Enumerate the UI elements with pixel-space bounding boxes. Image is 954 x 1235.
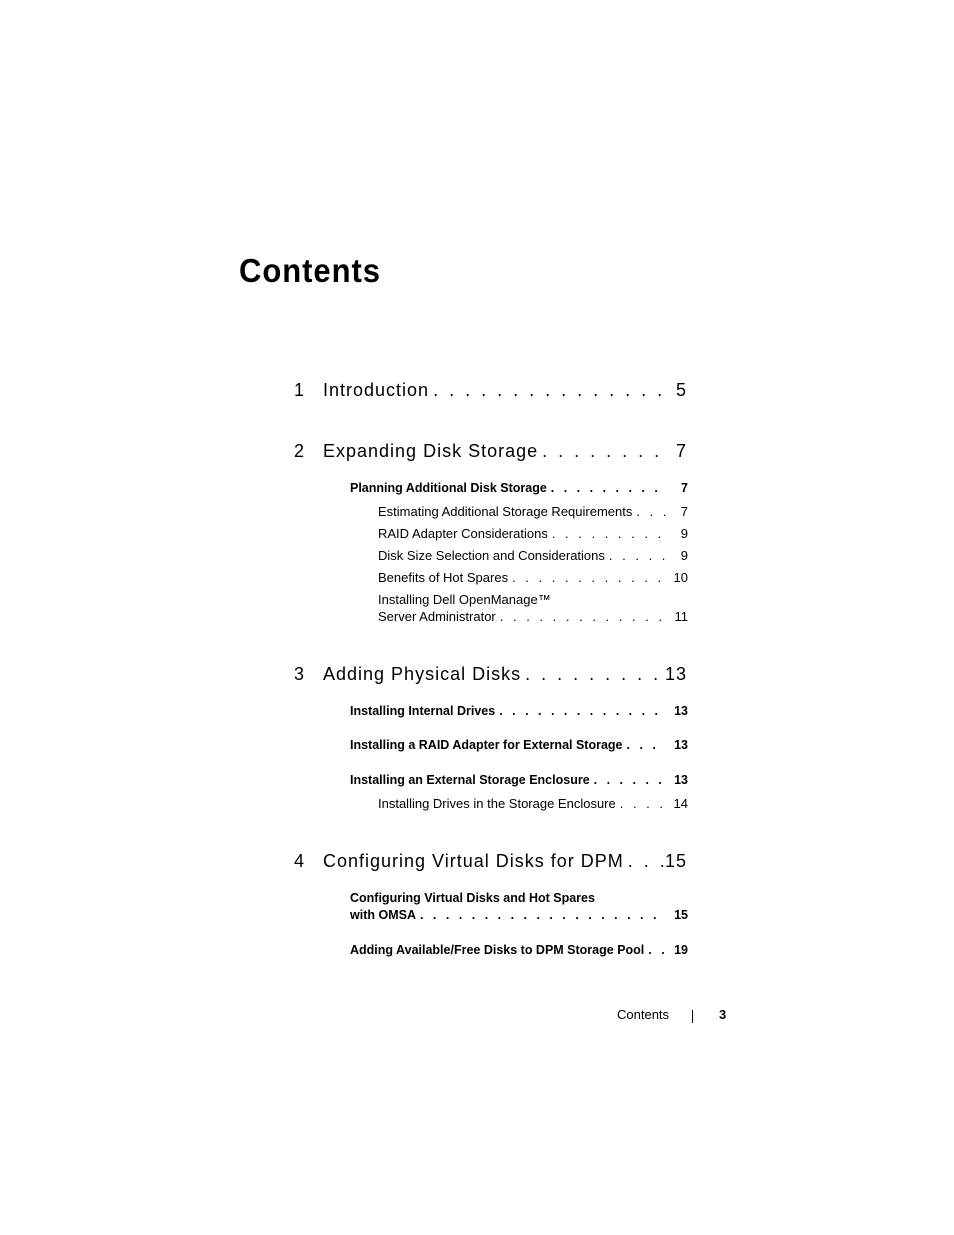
chapter-title: Expanding Disk Storage — [323, 441, 539, 461]
page-number: 15 — [674, 908, 688, 922]
footer-page-number: 3 — [719, 1007, 727, 1022]
dot-leader — [538, 441, 667, 462]
dot-leader — [495, 704, 666, 718]
dot-leader — [521, 664, 665, 685]
chapter-title: Configuring Virtual Disks for DPM — [323, 851, 624, 871]
page-title: Contents — [239, 252, 381, 289]
chapter-number: 4 — [294, 851, 306, 871]
toc-chapter-4[interactable] — [294, 851, 687, 872]
section-title: Installing Internal Drives — [350, 704, 496, 718]
subsection-title: RAID Adapter Considerations — [378, 526, 548, 541]
section-title: Installing a RAID Adapter for External Storage — [350, 738, 623, 752]
section-title: Planning Additional Disk Storage — [350, 481, 547, 495]
section-title: Installing an External Storage Enclosure — [350, 773, 590, 787]
page-number: 13 — [674, 704, 688, 718]
dot-leader — [623, 738, 666, 752]
dot-leader — [616, 796, 666, 811]
toc-section-config-vd-line2[interactable] — [350, 908, 688, 922]
page-number: 19 — [674, 943, 688, 957]
toc-subsection-disk-size[interactable] — [378, 548, 688, 563]
dot-leader — [416, 908, 666, 922]
page-number: 15 — [664, 851, 687, 871]
toc-section-internal-drives[interactable] — [350, 704, 688, 718]
page-number: 9 — [680, 548, 688, 563]
page-number: 7 — [680, 504, 688, 519]
chapter-number: 2 — [294, 441, 306, 461]
subsection-title: Installing Drives in the Storage Enclosure — [378, 796, 616, 811]
page-number: 13 — [674, 773, 688, 787]
dot-leader — [644, 943, 666, 957]
dot-leader — [548, 526, 666, 541]
page-number: 9 — [680, 526, 688, 541]
footer-label: Contents — [617, 1007, 670, 1022]
page-number: 7 — [681, 481, 688, 495]
subsection-title: Benefits of Hot Spares — [378, 570, 509, 585]
dot-leader — [605, 548, 666, 563]
section-title: with OMSA — [350, 908, 416, 922]
toc-subsection-hot-spares[interactable] — [378, 570, 688, 585]
subsection-title: Disk Size Selection and Considerations — [378, 548, 605, 563]
page-number: 13 — [664, 664, 687, 684]
toc-chapter-3[interactable] — [294, 664, 687, 685]
toc-subsection-install-dell-line1[interactable]: Installing Dell OpenManage™ — [378, 592, 551, 607]
subsection-title: Server Administrator — [378, 609, 496, 624]
page-number: 7 — [675, 441, 687, 461]
dot-leader — [590, 773, 666, 787]
page-number: 11 — [674, 609, 688, 624]
page-number: 5 — [675, 380, 687, 400]
toc-section-external-enclosure[interactable] — [350, 773, 688, 787]
dot-leader — [429, 380, 667, 401]
toc-subsection-estimating[interactable] — [378, 504, 688, 519]
dot-leader — [496, 609, 666, 624]
dot-leader — [632, 504, 666, 519]
toc-section-config-vd-line1[interactable]: Configuring Virtual Disks and Hot Spares — [350, 891, 595, 905]
dot-leader — [547, 481, 666, 495]
dot-leader — [508, 570, 666, 585]
toc-section-raid-external[interactable] — [350, 738, 688, 752]
toc-subsection-install-dell-line2[interactable] — [378, 609, 688, 624]
toc-subsection-drives-enclosure[interactable] — [378, 796, 688, 811]
chapter-number: 1 — [294, 380, 306, 400]
footer-divider — [692, 1010, 693, 1023]
toc-chapter-2[interactable] — [294, 441, 687, 462]
page-number: 13 — [674, 738, 688, 752]
chapter-number: 3 — [294, 664, 306, 684]
toc-section-adding-free[interactable] — [350, 943, 688, 957]
page-number: 10 — [673, 570, 688, 585]
chapter-title: Adding Physical Disks — [323, 664, 522, 684]
chapter-title: Introduction — [323, 380, 430, 400]
page-number: 14 — [673, 796, 688, 811]
dot-leader — [624, 851, 665, 872]
toc-subsection-raid-adapter[interactable] — [378, 526, 688, 541]
section-title: Adding Available/Free Disks to DPM Storage Pool — [350, 943, 645, 957]
subsection-title: Estimating Additional Storage Requirements — [378, 504, 633, 519]
toc-chapter-1[interactable] — [294, 380, 687, 401]
toc-section-planning[interactable] — [350, 481, 688, 495]
